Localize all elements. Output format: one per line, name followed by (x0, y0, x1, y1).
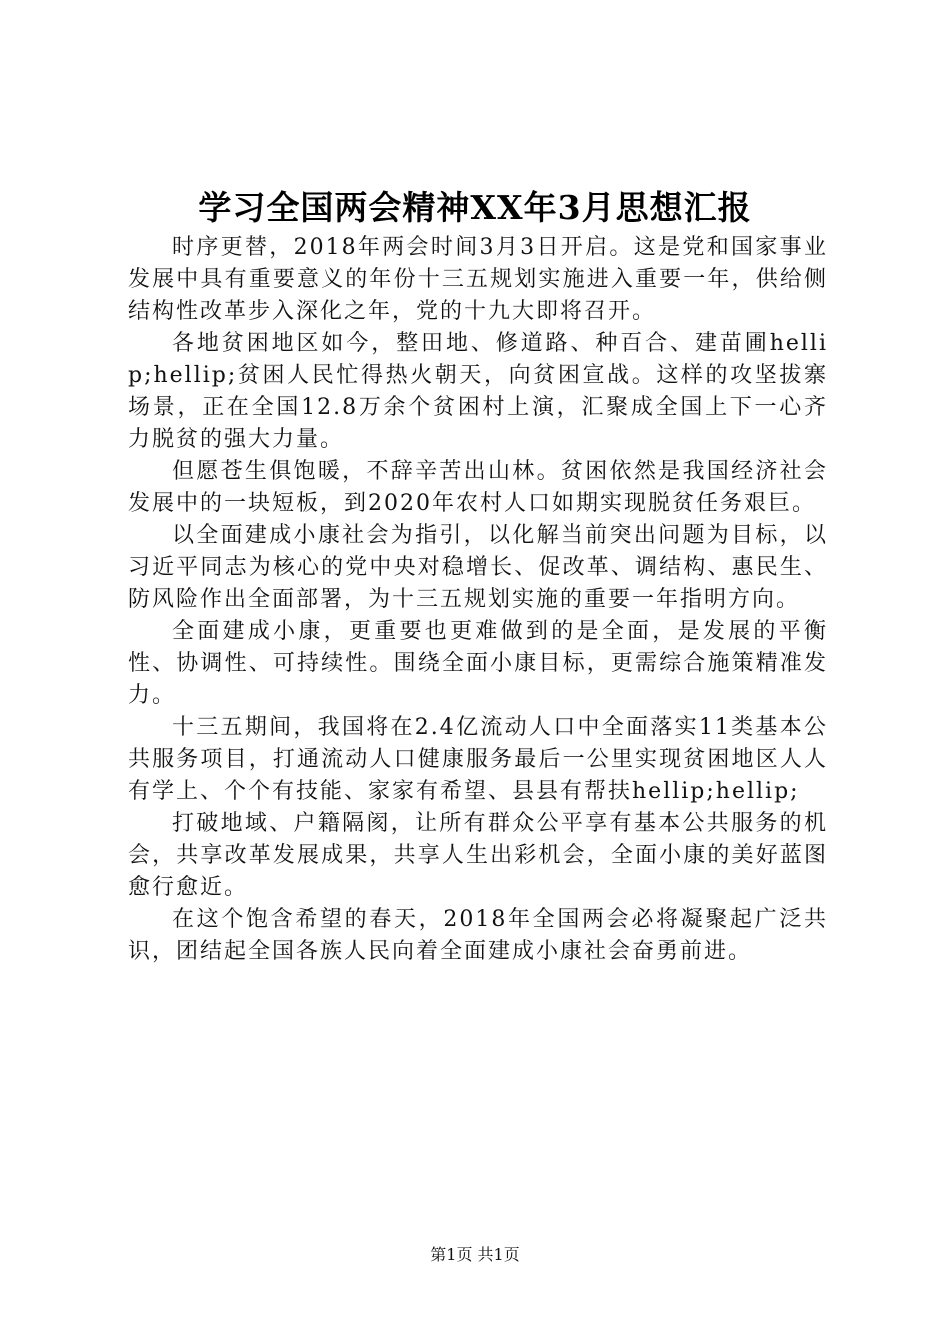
paragraph: 时序更替，2018年两会时间3月3日开启。这是党和国家事业发展中具有重要意义的年份十三五规划实施进入重要一年，供给侧结构性改革步入深化之年，党的十九大即将召开。 (128, 235, 828, 324)
page-number-footer: 第1页 共1页 (430, 1245, 520, 1264)
paragraph: 以全面建成小康社会为指引，以化解当前突出问题为目标，以习近平同志为核心的党中央对稳增长、促改革、调结构、惠民生、防风险作出全面部署，为十三五规划实施的重要一年指明方向。 (128, 523, 828, 612)
document-body (128, 232, 828, 968)
paragraph: 但愿苍生俱饱暖，不辞辛苦出山林。贫困依然是我国经济社会发展中的一块短板，到2020年农村人口如期实现脱贫任务艰巨。 (128, 459, 828, 516)
paragraph: 各地贫困地区如今，整田地、修道路、种百合、建苗圃hellip;hellip;贫困人民忙得热火朝天，向贫困宣战。这样的攻坚拔寨场景，正在全国12.8万余个贫困村上演，汇聚成全国上下一心齐力脱贫的强大力量。 (128, 331, 828, 452)
paragraph: 在这个饱含希望的春天，2018年全国两会必将凝聚起广泛共识，团结起全国各族人民向着全面建成小康社会奋勇前进。 (128, 907, 828, 964)
paragraph: 全面建成小康，更重要也更难做到的是全面，是发展的平衡性、协调性、可持续性。围绕全面小康目标，更需综合施策精准发力。 (128, 619, 828, 708)
paragraph: 十三五期间，我国将在2.4亿流动人口中全面落实11类基本公共服务项目，打通流动人口健康服务最后一公里实现贫困地区人人有学上、个个有技能、家家有希望、县县有帮扶hellip;hellip; (128, 715, 828, 804)
document-title: 学习全国两会精神XX年3月思想汇报 (198, 188, 752, 227)
paragraph: 打破地域、户籍隔阂，让所有群众公平享有基本公共服务的机会，共享改革发展成果，共享人生出彩机会，全面小康的美好蓝图愈行愈近。 (128, 811, 828, 900)
